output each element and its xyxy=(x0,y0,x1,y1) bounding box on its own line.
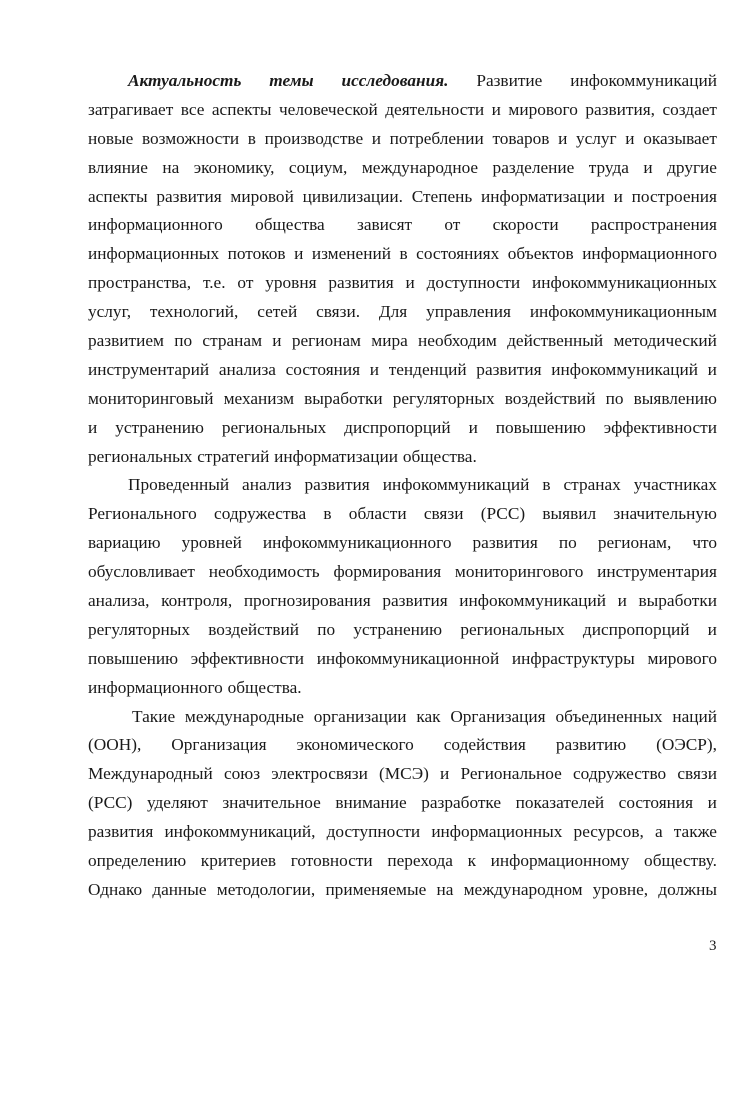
text-line xyxy=(88,529,717,558)
text-line xyxy=(88,587,717,616)
word: развития, xyxy=(585,99,655,119)
word: Регионального xyxy=(88,504,197,524)
word: устранению xyxy=(115,417,204,437)
word: и xyxy=(294,244,304,264)
word: на xyxy=(162,157,180,177)
word: стратегий xyxy=(197,446,270,466)
word: перехода xyxy=(387,851,453,871)
word: развития xyxy=(156,186,222,206)
text-line xyxy=(88,327,717,356)
word: контроля, xyxy=(161,591,233,611)
word: развития xyxy=(88,822,154,842)
word: информационных xyxy=(431,822,563,842)
word: (РСС) xyxy=(480,504,526,524)
word: организации xyxy=(313,706,407,726)
word: странам xyxy=(202,331,263,351)
word: эффективности xyxy=(190,648,304,668)
text-line xyxy=(88,731,717,760)
text-line xyxy=(88,471,717,500)
word: а xyxy=(654,822,663,842)
word: производстве xyxy=(264,128,364,148)
word: потоков xyxy=(227,244,286,264)
word: человеческой xyxy=(278,99,378,119)
word: распространения xyxy=(590,215,717,235)
word: уровне, xyxy=(592,879,649,899)
word: выявил xyxy=(542,504,597,524)
word: информационного xyxy=(582,244,717,264)
word: необходим xyxy=(418,331,497,351)
word: как xyxy=(416,706,441,726)
word: пространства, xyxy=(88,273,192,293)
word: воздействий xyxy=(504,388,596,408)
text-line xyxy=(88,703,717,732)
word: развитию xyxy=(555,735,627,755)
word: развития xyxy=(472,533,538,553)
text-line xyxy=(88,558,717,587)
word: методологии, xyxy=(216,879,316,899)
word: Степень xyxy=(411,186,473,206)
word: анализа, xyxy=(88,591,150,611)
word: состояния xyxy=(285,359,361,379)
word: методический xyxy=(613,331,717,351)
word: (ОЭСР), xyxy=(656,735,717,755)
word: разделение xyxy=(492,157,575,177)
word: построения xyxy=(631,186,717,206)
word: повышению xyxy=(88,648,179,668)
word: от xyxy=(444,215,461,235)
word: региональных xyxy=(88,446,193,466)
word: международном xyxy=(463,879,583,899)
word: повышению xyxy=(495,417,586,437)
word: применяемые xyxy=(325,879,427,899)
word: в xyxy=(247,128,256,148)
word: выявлению xyxy=(633,388,717,408)
word: экономику, xyxy=(193,157,275,177)
word: экономического xyxy=(296,735,414,755)
word: общества xyxy=(255,215,325,235)
word: регионам, xyxy=(597,533,672,553)
word: новые xyxy=(88,128,134,148)
word: Региональное xyxy=(460,764,562,784)
word: Организация xyxy=(450,706,546,726)
word: потреблении xyxy=(389,128,484,148)
word: данные xyxy=(152,879,207,899)
word: в xyxy=(542,475,551,495)
word: услуг xyxy=(575,128,617,148)
text-line xyxy=(88,876,717,905)
word: инфокоммуникационным xyxy=(529,302,717,322)
word: связи xyxy=(423,504,464,524)
text-line xyxy=(88,385,717,414)
word: и xyxy=(491,99,501,119)
word: и xyxy=(707,793,717,813)
word: должны xyxy=(658,879,717,899)
word: и xyxy=(617,591,627,611)
word: по xyxy=(174,331,193,351)
word: действенный xyxy=(507,331,604,351)
word: развитием xyxy=(88,331,164,351)
word: деятельности xyxy=(385,99,485,119)
word: и xyxy=(707,619,717,639)
word: и xyxy=(440,764,450,784)
word: инфраструктуры xyxy=(511,648,635,668)
word: содружество xyxy=(573,764,667,784)
word: общества. xyxy=(227,677,302,697)
word: информационного xyxy=(88,215,223,235)
word: от xyxy=(237,273,254,293)
word: создает xyxy=(662,99,717,119)
word: развития xyxy=(382,591,448,611)
word: по xyxy=(558,533,577,553)
word: информатизации xyxy=(274,446,398,466)
word: регуляторных xyxy=(88,619,190,639)
word: (МСЭ) xyxy=(379,764,429,784)
word: области xyxy=(348,504,407,524)
word: Для xyxy=(378,302,408,322)
word: инфокоммуникационной xyxy=(316,648,500,668)
text-line xyxy=(88,269,717,298)
word: другие xyxy=(667,157,717,177)
text-line xyxy=(88,298,717,327)
word: странах xyxy=(563,475,621,495)
text-line xyxy=(88,847,717,876)
section-lead-in: исследования. xyxy=(341,71,449,90)
word: труда xyxy=(588,157,629,177)
word: т.е. xyxy=(202,273,226,293)
word: Однако xyxy=(88,879,143,899)
word: определению xyxy=(88,851,187,871)
word: и xyxy=(88,417,98,437)
word: инфокоммуникаций xyxy=(570,71,717,90)
word: все xyxy=(180,99,205,119)
word: инструментарий xyxy=(88,359,210,379)
word: электросвязи xyxy=(271,764,368,784)
text-line xyxy=(88,818,717,847)
word: выработки xyxy=(304,388,383,408)
word: международные xyxy=(184,706,304,726)
word: разработке xyxy=(421,793,502,813)
word: значительное xyxy=(222,793,321,813)
text-line xyxy=(88,414,717,443)
paragraph xyxy=(88,67,717,471)
text-line xyxy=(88,443,717,472)
word: союз xyxy=(223,764,261,784)
text-line xyxy=(88,674,717,703)
word: региональных xyxy=(460,619,565,639)
word: возможности xyxy=(141,128,240,148)
word: аспекты xyxy=(211,99,272,119)
word: воздействий xyxy=(208,619,299,639)
word: зависят xyxy=(357,215,413,235)
word: региональных xyxy=(221,417,327,437)
word: и xyxy=(625,128,635,148)
word: связи xyxy=(677,764,717,784)
word: мира xyxy=(371,331,408,351)
word: и xyxy=(643,157,653,177)
word: технологий, xyxy=(149,302,239,322)
word: аспекты xyxy=(88,186,148,206)
word: к xyxy=(467,851,476,871)
word: формирования xyxy=(333,562,442,582)
document-page xyxy=(88,67,717,905)
page-number: 3 xyxy=(709,938,717,954)
word: управления xyxy=(426,302,511,322)
word: на xyxy=(436,879,454,899)
text-line xyxy=(88,645,717,674)
word: инфокоммуникаций xyxy=(382,475,530,495)
word: (РСС) xyxy=(88,793,133,813)
word: устранению xyxy=(353,619,443,639)
word: по xyxy=(317,619,336,639)
word: и xyxy=(369,359,380,379)
word: критериев xyxy=(200,851,277,871)
text-line xyxy=(88,356,717,385)
text-line xyxy=(88,211,717,240)
word: сетей xyxy=(257,302,298,322)
word: показателей xyxy=(515,793,605,813)
word: содействия xyxy=(443,735,526,755)
text-line xyxy=(88,125,717,154)
word: диспропорций xyxy=(344,417,451,437)
word: механизм xyxy=(223,388,295,408)
text-line xyxy=(88,240,717,269)
word: Такие xyxy=(132,706,176,726)
word: состояния xyxy=(618,793,694,813)
word: обусловливает xyxy=(88,562,195,582)
text-line xyxy=(88,154,717,183)
word: услуг, xyxy=(88,302,132,322)
text-line xyxy=(88,500,717,529)
word: и xyxy=(707,359,717,379)
word: регионам xyxy=(291,331,361,351)
word: выработки xyxy=(638,591,717,611)
word: затрагивает xyxy=(88,99,174,119)
word: и xyxy=(371,128,382,148)
word: состояниях xyxy=(416,244,500,264)
word: в xyxy=(399,244,408,264)
word: также xyxy=(673,822,717,842)
word: объектов xyxy=(507,244,574,264)
word: мирового xyxy=(647,648,717,668)
word: диспропорций xyxy=(582,619,690,639)
word: (ООН), xyxy=(88,735,142,755)
word: готовности xyxy=(290,851,373,871)
word: развития xyxy=(304,475,370,495)
word: Проведенный xyxy=(128,475,230,495)
word: информационного xyxy=(88,677,223,697)
word: оказывает xyxy=(643,128,717,148)
word: ресурсов, xyxy=(573,822,644,842)
text-line xyxy=(88,67,717,96)
word: мировой xyxy=(230,186,294,206)
word: необходимость xyxy=(208,562,320,582)
word: инфокоммуникаций xyxy=(459,591,607,611)
text-line xyxy=(88,616,717,645)
word: уделяют xyxy=(146,793,208,813)
word: вариацию xyxy=(88,533,161,553)
section-lead-in: темы xyxy=(269,71,314,90)
word: информационных xyxy=(88,244,220,264)
word: внимание xyxy=(335,793,407,813)
text-line xyxy=(88,96,717,125)
word: анализ xyxy=(242,475,292,495)
word: тенденций xyxy=(388,359,467,379)
word: развития xyxy=(476,359,542,379)
paragraph xyxy=(88,471,717,702)
word: анализа xyxy=(218,359,276,379)
text-line xyxy=(88,760,717,789)
word: содружества xyxy=(214,504,307,524)
word: информационному xyxy=(490,851,630,871)
word: развития xyxy=(328,273,394,293)
text-line xyxy=(88,789,717,818)
word: мирового xyxy=(508,99,578,119)
word: уровней xyxy=(181,533,242,553)
word: по xyxy=(605,388,624,408)
word: участниках xyxy=(633,475,717,495)
word: инфокоммуникационных xyxy=(532,273,717,293)
word: социум, xyxy=(288,157,348,177)
word: мониторинговый xyxy=(88,388,214,408)
word: связи. xyxy=(316,302,361,322)
word: наций xyxy=(672,706,717,726)
word: Развитие xyxy=(476,71,543,90)
word: уровня xyxy=(265,273,317,293)
word: Международный xyxy=(88,764,213,784)
word: обществу. xyxy=(644,851,717,871)
word: и xyxy=(558,128,568,148)
word: что xyxy=(692,533,717,553)
word: и xyxy=(468,417,478,437)
word: и xyxy=(272,331,282,351)
word: и xyxy=(405,273,415,293)
word: общества. xyxy=(402,446,477,466)
word: цивилизации. xyxy=(302,186,403,206)
word: и xyxy=(613,186,623,206)
word: доступности xyxy=(326,822,421,842)
section-lead-in: Актуальность xyxy=(128,71,242,90)
word: объединенных xyxy=(555,706,663,726)
word: мониторингового xyxy=(454,562,584,582)
word: в xyxy=(323,504,332,524)
word: международное xyxy=(361,157,479,177)
paragraph xyxy=(88,703,717,905)
word: скорости xyxy=(492,215,559,235)
word: инфокоммуникационного xyxy=(262,533,452,553)
word: инструментария xyxy=(597,562,717,582)
word: инфокоммуникаций xyxy=(551,359,698,379)
word: эффективности xyxy=(603,417,717,437)
word: инфокоммуникаций, xyxy=(164,822,316,842)
word: регуляторных xyxy=(392,388,495,408)
text-line xyxy=(88,183,717,212)
word: Организация xyxy=(171,735,267,755)
word: прогнозирования xyxy=(243,591,371,611)
word: изменений xyxy=(311,244,391,264)
word: значительную xyxy=(613,504,717,524)
word: доступности xyxy=(426,273,521,293)
word: товаров xyxy=(492,128,550,148)
word: информатизации xyxy=(481,186,605,206)
word: влияние xyxy=(88,157,148,177)
